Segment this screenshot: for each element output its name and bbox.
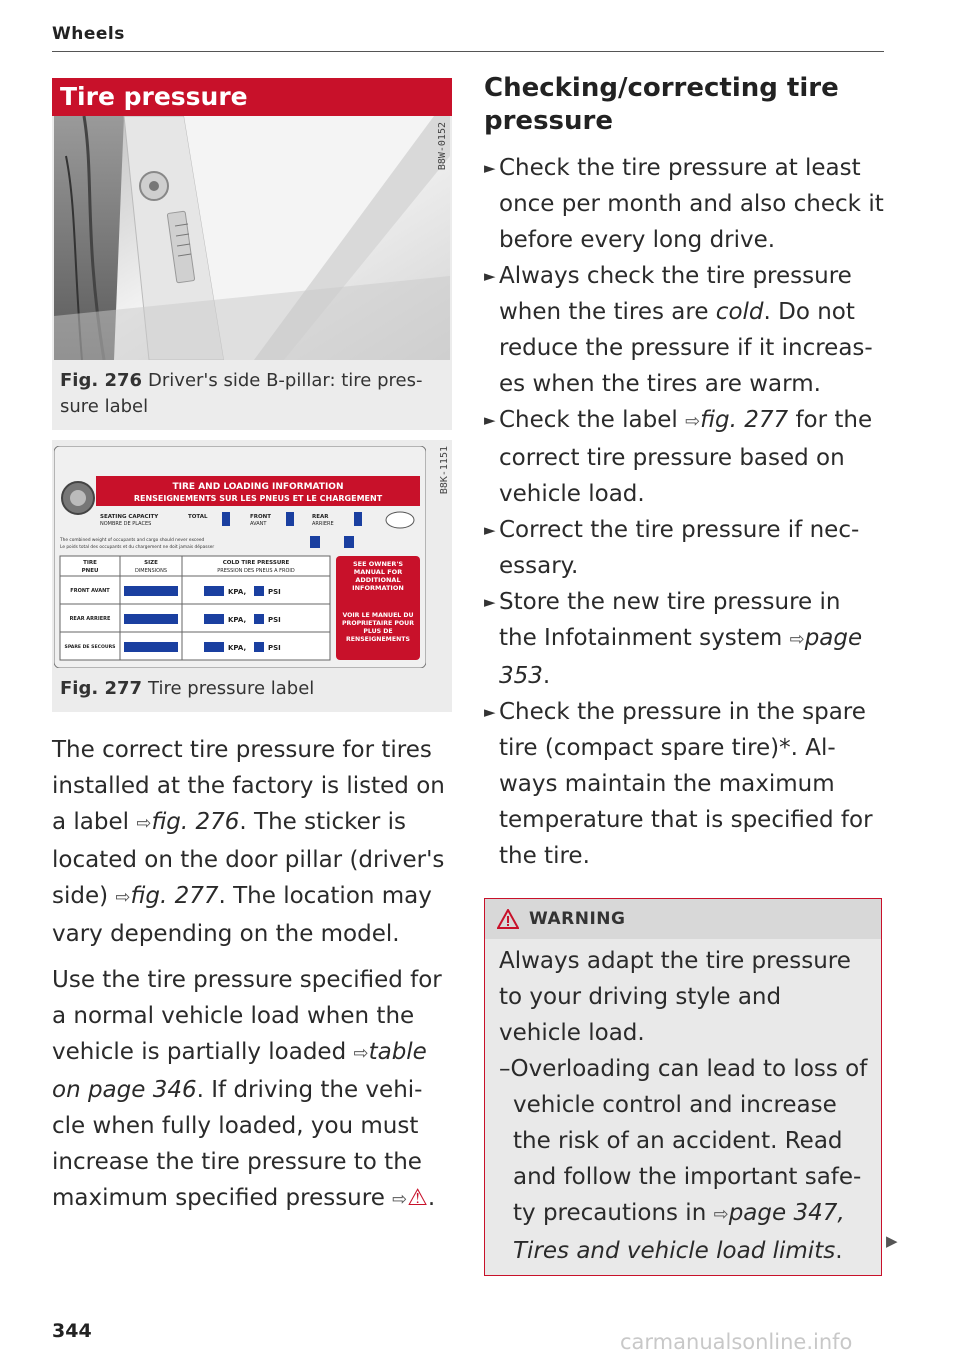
label-title-fr: RENSEIGNEMENTS SUR LES PNEUS ET LE CHARGEMENT	[133, 494, 383, 503]
tire-label-image	[52, 440, 452, 668]
figure-277-caption	[52, 668, 452, 712]
figure-number-2: Fig. 277	[60, 678, 143, 699]
xref-arrow-icon: ⇨	[115, 887, 131, 908]
label-rear: REAR	[312, 514, 329, 520]
list-item	[484, 694, 884, 874]
bullet-text: Check the label	[499, 407, 686, 433]
figure-276	[52, 116, 452, 430]
list-item	[484, 402, 884, 512]
para1-text-b: . The sticker is located on the door pillar (driver's side)	[52, 809, 445, 909]
warning-box	[484, 898, 882, 1276]
label-combined: The combined weight of occupants and cargo should never exceed	[60, 538, 205, 543]
label-row-front: FRONT AVANT	[70, 588, 110, 594]
label-col-cold-fr: PRESSION DES PNEUS A FROID	[217, 568, 295, 574]
warning-title: WARNING	[529, 909, 626, 929]
b-pillar-photo	[52, 116, 452, 360]
warning-text: –Overloading can lead to loss of vehicle control and increase the risk of an accident. Read and follow the important safe- ty precautions in	[499, 1056, 868, 1226]
header-section: Wheels	[52, 24, 125, 44]
xref-fig-276[interactable]: fig. 276	[151, 809, 240, 835]
xref-arrow-icon: ⇨	[685, 411, 701, 432]
xref-page-347[interactable]: page 347, Tires and vehicle load limits	[513, 1200, 845, 1264]
bullet-text: Check the tire pressure at least once per month and also check it before every long drive.	[499, 155, 884, 253]
figure-277	[52, 440, 452, 712]
label-psi-3: PSI	[268, 644, 281, 652]
label-col-pneu: PNEU	[81, 568, 99, 574]
list-item	[484, 258, 884, 402]
bullet-triangle-icon: ►	[484, 159, 496, 177]
page-number: 344	[52, 1320, 92, 1342]
xref-arrow-icon: ⇨	[392, 1189, 408, 1210]
watermark: carmanualsonline.info	[620, 1330, 853, 1354]
bullet-text: .	[542, 663, 551, 689]
para1-text-a: The correct tire pressure for tires installed at the factory is listed on a label	[52, 737, 445, 835]
bullet-triangle-icon: ►	[484, 703, 496, 721]
label-psi-1: PSI	[268, 588, 281, 596]
paragraph-2	[52, 962, 452, 1218]
label-title-en: TIRE AND LOADING INFORMATION	[172, 482, 344, 492]
label-see-owners: SEE OWNER'S MANUAL FOR ADDITIONAL INFORMATION	[352, 560, 404, 592]
para1-text-c: . The location may vary depending on the model.	[52, 883, 432, 947]
bullet-text: . Do not reduce the pressure if it increas- es when the tires are warm.	[499, 299, 873, 397]
continue-arrow-icon: ▶	[886, 1232, 898, 1250]
right-column	[484, 72, 884, 1276]
label-arriere: ARRIERE	[312, 521, 334, 527]
figure-number: Fig. 276	[60, 370, 143, 391]
label-avant: AVANT	[250, 521, 267, 527]
subsection-heading: Checking/correcting tire pressure	[484, 73, 839, 136]
bullet-text: Store the new tire pressure in the Infotainment system	[499, 589, 841, 651]
label-front: FRONT	[250, 514, 272, 520]
left-body	[52, 732, 452, 1218]
bullet-triangle-icon: ►	[484, 411, 496, 429]
figure-caption-text-2: Tire pressure label	[148, 678, 315, 699]
bullet-triangle-icon: ►	[484, 593, 496, 611]
figure-276-caption	[52, 360, 452, 430]
label-kpa-1: KPA,	[228, 588, 247, 596]
para2-text-a: Use the tire pressure specified for a normal vehicle load when the vehicle is partially loaded	[52, 967, 442, 1065]
xref-arrow-icon: ⇨	[353, 1043, 369, 1064]
list-item	[484, 512, 884, 584]
paragraph-1	[52, 732, 452, 952]
label-total: TOTAL	[188, 514, 208, 520]
warning-dash-item	[499, 1051, 869, 1269]
bullet-emphasis: cold	[715, 299, 764, 325]
label-voir-manuel: VOIR LE MANUEL DU PROPRIETAIRE POUR PLUS DE RENSEIGNEMENTS	[342, 612, 414, 643]
xref-table-346[interactable]: table on page 346	[52, 1039, 427, 1103]
label-combined-fr: Le poids total des occupants et du chargement ne doit jamais dépasser	[60, 545, 215, 550]
label-seating: SEATING CAPACITY	[100, 514, 159, 520]
warning-header	[485, 899, 881, 939]
tire-pressure-label	[54, 446, 426, 668]
bullet-text: Always check the tire pressure when the tires are	[499, 263, 852, 325]
xref-arrow-icon: ⇨	[713, 1204, 729, 1225]
xref-fig-277[interactable]: fig. 277	[700, 407, 789, 433]
instruction-list	[484, 150, 884, 874]
list-item	[484, 150, 884, 258]
label-psi-2: PSI	[268, 616, 281, 624]
bullet-text: Check the pressure in the spare tire (compact spare tire)*. Al- ways maintain the maximum temperature that is specified for the tire.	[499, 699, 873, 869]
label-col-tire: TIRE	[83, 560, 97, 566]
label-seating-fr: NOMBRE DE PLACES	[100, 521, 152, 527]
label-col-cold: COLD TIRE PRESSURE	[222, 560, 290, 566]
label-kpa-2: KPA,	[228, 616, 247, 624]
left-column	[52, 78, 452, 1228]
xref-arrow-icon: ⇨	[789, 629, 805, 650]
xref-page-353[interactable]: page 353	[499, 625, 863, 689]
label-row-rear: REAR ARRIERE	[69, 616, 111, 622]
label-col-dim: DIMENSIONS	[134, 568, 168, 574]
warning-text: .	[835, 1238, 843, 1264]
para2-text-b: . If driving the vehi- cle when fully loaded, you must increase the tire pressure to the maximum specified pressure	[52, 1077, 423, 1211]
warning-ref-icon[interactable]: ⚠	[407, 1185, 428, 1211]
bullet-text: for the correct tire pressure based on vehicle load.	[499, 407, 873, 507]
list-item	[484, 584, 884, 694]
xref-arrow-icon: ⇨	[136, 813, 152, 834]
figure-caption-text: Driver's side B-pillar: tire pres- sure label	[60, 370, 423, 417]
b-pillar-image	[54, 116, 450, 360]
xref-fig-277[interactable]: fig. 277	[130, 883, 219, 909]
figure-code: B8W-0152	[437, 122, 448, 171]
section-title: Tire pressure	[52, 78, 452, 116]
warning-body	[485, 939, 881, 1275]
label-row-spare: SPARE DE SECOURS	[64, 645, 116, 650]
bullet-triangle-icon: ►	[484, 521, 496, 539]
bullet-text: Correct the tire pressure if nec- essary.	[499, 517, 860, 579]
label-col-size: SIZE	[144, 560, 158, 566]
header-rule	[52, 51, 884, 52]
warning-text: Always adapt the tire pressure to your driving style and vehicle load.	[499, 948, 851, 1046]
para2-text-c: .	[427, 1185, 436, 1211]
bullet-triangle-icon: ►	[484, 267, 496, 285]
label-kpa-3: KPA,	[228, 644, 247, 652]
figure-code-2: B8K-1151	[439, 446, 450, 495]
warning-triangle-icon	[497, 909, 519, 929]
